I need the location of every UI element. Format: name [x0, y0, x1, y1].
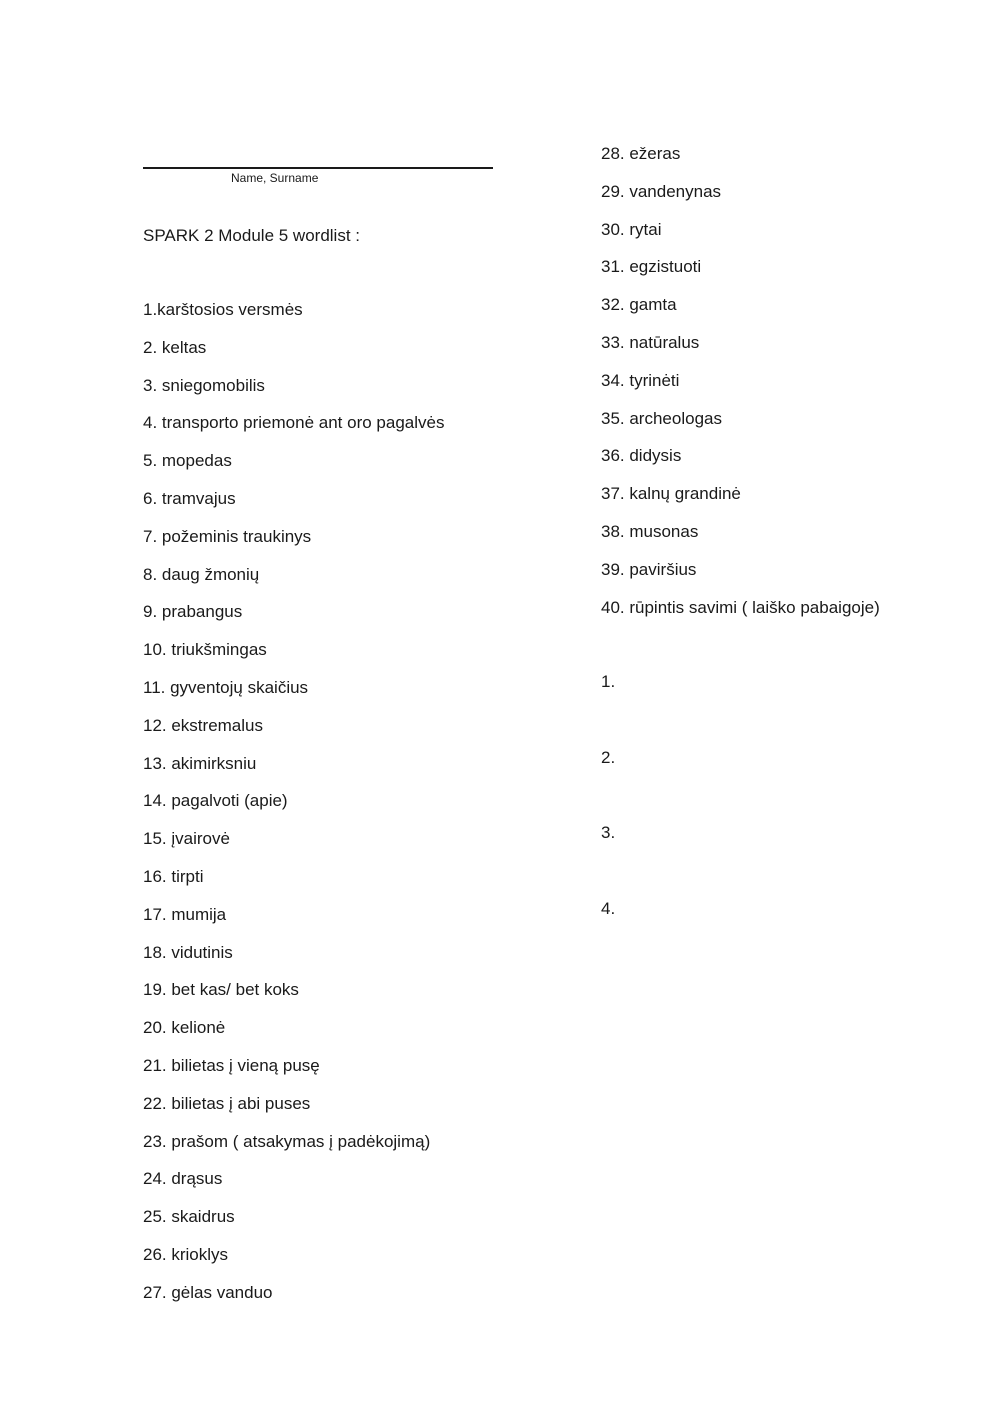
list-item: 10. triukšmingas	[143, 640, 267, 660]
list-item: 22. bilietas į abi puses	[143, 1093, 311, 1113]
list-item: 13. akimirksniu	[143, 753, 257, 773]
list-item: 12. ekstremalus	[143, 715, 263, 735]
list-item: 39. paviršius	[601, 559, 697, 579]
list-item: 16. tirpti	[143, 866, 204, 886]
wordlist-right-column	[601, 144, 880, 635]
list-item: 21. bilietas į vieną pusę	[143, 1055, 320, 1075]
list-item: 14. pagalvoti (apie)	[143, 791, 288, 811]
name-caption: Name, Surname	[231, 171, 319, 185]
page-title: SPARK 2 Module 5 wordlist :	[143, 226, 360, 245]
name-underline	[143, 167, 493, 169]
list-item: 28. ežeras	[601, 144, 681, 163]
list-item: 19. bet kas/ bet koks	[143, 980, 299, 1000]
list-item: 1.karštosios versmės	[143, 300, 303, 319]
list-item: 23. prašom ( atsakymas į padėkojimą)	[143, 1131, 431, 1151]
list-item: 34. tyrinėti	[601, 370, 680, 390]
list-item: 26. krioklys	[143, 1244, 229, 1264]
list-item: 32. gamta	[601, 295, 677, 315]
answer-slot[interactable]: 3.	[601, 823, 616, 843]
list-item: 15. įvairovė	[143, 829, 230, 849]
list-item: 3. sniegomobilis	[143, 375, 265, 395]
list-item: 33. natūralus	[601, 332, 700, 352]
list-item: 38. musonas	[601, 521, 699, 541]
list-item: 9. prabangus	[143, 602, 243, 622]
list-item: 25. skaidrus	[143, 1207, 235, 1227]
list-item: 36. didysis	[601, 446, 682, 466]
list-item: 29. vandenynas	[601, 181, 722, 201]
list-item: 40. rūpintis savimi ( laiško pabaigoje)	[601, 597, 880, 617]
list-item: 17. mumija	[143, 904, 227, 924]
list-item: 37. kalnų grandinė	[601, 484, 741, 504]
list-item: 4. transporto priemonė ant oro pagalvės	[143, 413, 445, 433]
list-item: 27. gėlas vanduo	[143, 1282, 273, 1302]
list-item: 5. mopedas	[143, 451, 232, 471]
list-item: 35. archeologas	[601, 408, 722, 428]
list-item: 11. gyventojų skaičius	[143, 677, 309, 697]
list-item: 7. požeminis traukinys	[143, 526, 312, 546]
list-item: 2. keltas	[143, 337, 207, 357]
answer-slot[interactable]: 2.	[601, 747, 616, 767]
answer-slot[interactable]: 1.	[601, 672, 616, 691]
list-item: 24. drąsus	[143, 1169, 223, 1189]
list-item: 6. tramvajus	[143, 488, 236, 508]
answer-list	[601, 672, 615, 974]
list-item: 8. daug žmonių	[143, 564, 260, 584]
list-item: 18. vidutinis	[143, 942, 233, 962]
list-item: 30. rytai	[601, 219, 662, 239]
wordlist-left-column	[143, 300, 444, 1321]
answer-slot[interactable]: 4.	[601, 898, 616, 918]
list-item: 31. egzistuoti	[601, 257, 702, 277]
list-item: 20. kelionė	[143, 1018, 226, 1038]
